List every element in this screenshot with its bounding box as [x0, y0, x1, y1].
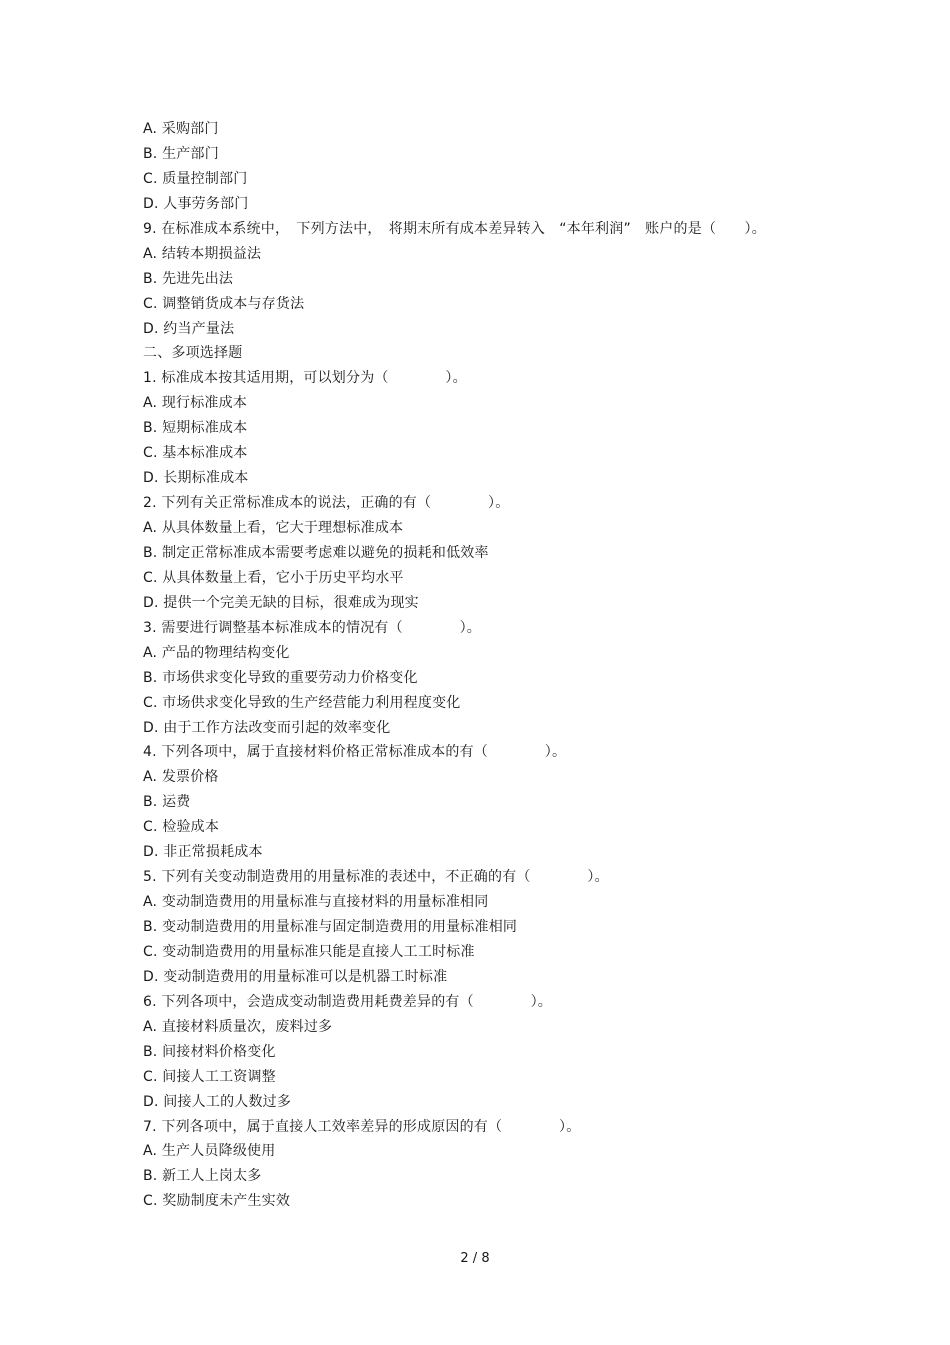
option-line: A. 发票价格	[143, 769, 219, 786]
option-line: B. 间接材料价格变化	[143, 1043, 276, 1060]
option-line: B. 制定正常标准成本需要考虑难以避免的损耗和低效率	[143, 544, 489, 561]
option-line: C. 市场供求变化导致的生产经营能力利用程度变化	[143, 694, 461, 711]
option-line: B. 新工人上岗太多	[143, 1168, 262, 1185]
option-line: C. 检验成本	[143, 819, 220, 836]
question-line: 5. 下列有关变动制造费用的用量标准的表述中，不正确的有（ ）。	[143, 869, 609, 886]
option-line: C. 基本标准成本	[143, 445, 248, 462]
question-line: 6. 下列各项中，会造成变动制造费用耗费差异的有（ ）。	[143, 993, 553, 1010]
option-line: B. 生产部门	[143, 145, 219, 162]
option-line: A. 直接材料质量次，废料过多	[143, 1018, 333, 1035]
question-line: 3. 需要进行调整基本标准成本的情况有（ ）。	[143, 619, 482, 636]
option-line: B. 变动制造费用的用量标准与固定制造费用的用量标准相同	[143, 919, 518, 935]
question-line: 4. 下列各项中，属于直接材料价格正常标准成本的有（ ）。	[143, 744, 567, 761]
option-line: B. 短期标准成本	[143, 420, 248, 437]
option-line: A. 现行标准成本	[143, 395, 248, 412]
option-line: D. 非正常损耗成本	[143, 844, 263, 861]
option-line: C. 变动制造费用的用量标准只能是直接人工工时标准	[143, 943, 475, 960]
option-line: C. 从具体数量上看，它小于历史平均水平	[143, 569, 404, 586]
option-line: D. 变动制造费用的用量标准可以是机器工时标准	[143, 968, 448, 985]
option-line: B. 先进先出法	[143, 270, 234, 287]
question-line: 2. 下列有关正常标准成本的说法，正确的有（ ）。	[143, 495, 510, 512]
option-line: A. 结转本期损益法	[143, 245, 262, 262]
option-line: C. 质量控制部门	[143, 170, 248, 187]
option-line: D. 间接人工的人数过多	[143, 1093, 292, 1110]
option-line: D. 提供一个完美无缺的目标，很难成为现实	[143, 594, 419, 611]
option-line: B. 市场供求变化导致的重要劳动力价格变化	[143, 669, 418, 686]
option-line: D. 长期标准成本	[143, 470, 249, 487]
page-number: 2 / 8	[460, 1251, 490, 1266]
option-line: D. 由于工作方法改变而引起的效率变化	[143, 719, 391, 736]
option-line: A. 从具体数量上看，它大于理想标准成本	[143, 520, 404, 536]
section-heading: 二、多项选择题	[143, 345, 243, 362]
option-line: D. 人事劳务部门	[143, 195, 249, 212]
option-line: D. 约当产量法	[143, 320, 235, 337]
question-line: 9. 在标准成本系统中， 下列方法中， 将期末所有成本差异转入 “本年利润” 账户的是（ ）。	[143, 220, 766, 237]
question-line: 1. 标准成本按其适用期，可以划分为（ ）。	[143, 370, 467, 387]
option-line: A. 产品的物理结构变化	[143, 644, 290, 661]
page-content	[143, 117, 843, 1214]
option-line: A. 采购部门	[143, 121, 219, 137]
option-line: A. 生产人员降级使用	[143, 1143, 276, 1160]
question-line: 7. 下列各项中，属于直接人工效率差异的形成原因的有（ ）。	[143, 1118, 581, 1135]
option-line: C. 奖励制度未产生实效	[143, 1193, 291, 1210]
option-line: B. 运费	[143, 794, 191, 811]
option-line: A. 变动制造费用的用量标准与直接材料的用量标准相同	[143, 894, 489, 911]
option-line: C. 调整销货成本与存货法	[143, 295, 305, 312]
option-line: C. 间接人工工资调整	[143, 1068, 276, 1085]
